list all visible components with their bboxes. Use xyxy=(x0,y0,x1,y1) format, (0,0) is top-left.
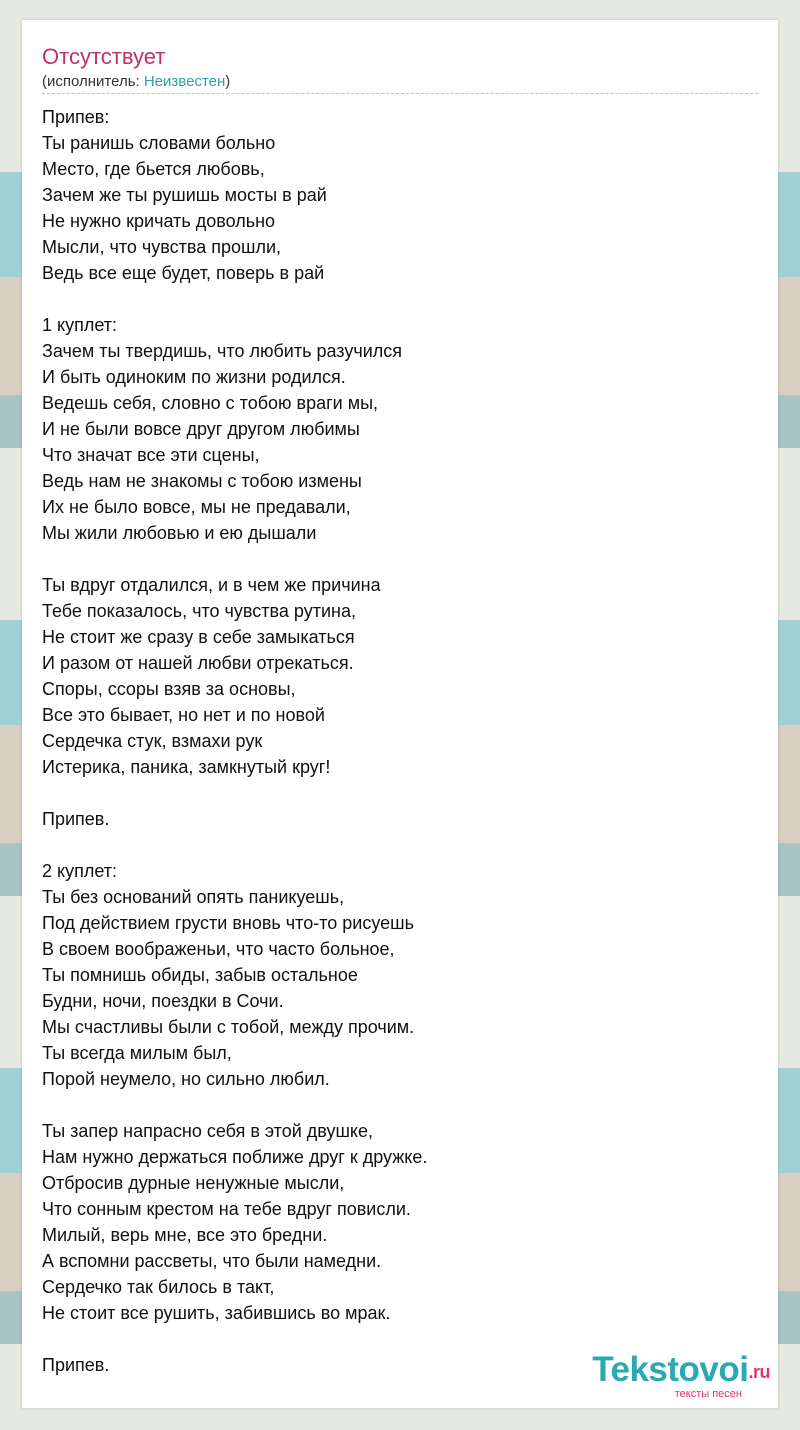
lyrics-line: Зачем же ты рушишь мосты в рай xyxy=(42,185,327,205)
lyrics-line: Ты без оснований опять паникуешь, xyxy=(42,887,345,907)
song-title: Отсутствует xyxy=(42,44,166,69)
lyrics-blank-line xyxy=(42,546,742,572)
lyrics-card xyxy=(22,20,778,1408)
lyrics-line: Мы счастливы были с тобой, между прочим. xyxy=(42,1017,415,1037)
lyrics-line: Ведешь себя, словно с тобою враги мы, xyxy=(42,393,379,413)
lyrics-line: Что значат все эти сцены, xyxy=(42,445,260,465)
lyrics-line: 2 куплет: xyxy=(42,861,117,881)
lyrics-line: Припев. xyxy=(42,809,110,829)
lyrics-line: Под действием грусти вновь что-то рисуешь xyxy=(42,913,414,933)
lyrics-line: Ты вдруг отдалился, и в чем же причина xyxy=(42,575,381,595)
lyrics-line: Мысли, что чувства прошли, xyxy=(42,237,282,257)
lyrics-line: 1 куплет: xyxy=(42,315,117,335)
lyrics-line: Их не было вовсе, мы не предавали, xyxy=(42,497,351,517)
lyrics-line: Не нужно кричать довольно xyxy=(42,211,276,231)
lyrics-line: Ведь нам не знакомы с тобою измены xyxy=(42,471,362,491)
lyrics-line: В своем воображеньи, что часто больное, xyxy=(42,939,395,959)
lyrics-line: И не были вовсе друг другом любимы xyxy=(42,419,360,439)
logo-wordmark xyxy=(592,1352,770,1390)
lyrics-line: Припев. xyxy=(42,1355,110,1375)
lyrics-blank-line xyxy=(42,1092,742,1118)
lyrics-line: Ведь все еще будет, поверь в рай xyxy=(42,263,325,283)
lyrics-line: А вспомни рассветы, что были намедни. xyxy=(42,1251,382,1271)
lyrics-line: Будни, ночи, поездки в Сочи. xyxy=(42,991,284,1011)
lyrics-blank-line xyxy=(42,780,742,806)
lyrics-line: Место, где бьется любовь, xyxy=(42,159,265,179)
lyrics-line: Все это бывает, но нет и по новой xyxy=(42,705,325,725)
site-logo[interactable] xyxy=(592,1352,770,1400)
lyrics-text xyxy=(42,104,742,1378)
lyrics-line: Ты всегда милым был, xyxy=(42,1043,232,1063)
artist-link[interactable]: Неизвестен xyxy=(143,73,226,90)
logo-tld: .ru xyxy=(748,1362,770,1382)
lyrics-line: Мы жили любовью и ею дышали xyxy=(42,523,317,543)
lyrics-line: Не стоит все рушить, забившись во мрак. xyxy=(42,1303,391,1323)
lyrics-line: Милый, верь мне, все это бредни. xyxy=(42,1225,328,1245)
lyrics-line: Что сонным крестом на тебе вдруг повисли. xyxy=(42,1199,411,1219)
lyrics-line: Зачем ты твердишь, что любить разучился xyxy=(42,341,402,361)
artist-suffix: ) xyxy=(225,73,231,90)
lyrics-line: Сердечка стук, взмахи рук xyxy=(42,731,263,751)
lyrics-line: Сердечко так билось в такт, xyxy=(42,1277,275,1297)
lyrics-line: Припев: xyxy=(42,107,110,127)
artist-line xyxy=(42,73,230,90)
lyrics-line: И разом от нашей любви отрекаться. xyxy=(42,653,354,673)
lyrics-blank-line xyxy=(42,1326,742,1352)
lyrics-line: Тебе показалось, что чувства рутина, xyxy=(42,601,356,621)
lyrics-line: Ты ранишь словами больно xyxy=(42,133,276,153)
lyrics-line: Отбросив дурные ненужные мысли, xyxy=(42,1173,345,1193)
title-divider xyxy=(42,93,758,94)
logo-name: Tekstovoi xyxy=(592,1350,749,1390)
lyrics-blank-line xyxy=(42,832,742,858)
lyrics-blank-line xyxy=(42,286,742,312)
lyrics-line: Не стоит же сразу в себе замыкаться xyxy=(42,627,355,647)
lyrics-line: Порой неумело, но сильно любил. xyxy=(42,1069,330,1089)
lyrics-line: Истерика, паника, замкнутый круг! xyxy=(42,757,331,777)
artist-prefix: (исполнитель: xyxy=(42,73,144,90)
lyrics-line: Нам нужно держаться поближе друг к дружке. xyxy=(42,1147,428,1167)
lyrics-line: Ты запер напрасно себя в этой двушке, xyxy=(42,1121,373,1141)
logo-tagline: тексты песен xyxy=(674,1388,742,1400)
lyrics-line: Ты помнишь обиды, забыв остальное xyxy=(42,965,358,985)
lyrics-line: И быть одиноким по жизни родился. xyxy=(42,367,346,387)
lyrics-line: Споры, ссоры взяв за основы, xyxy=(42,679,296,699)
